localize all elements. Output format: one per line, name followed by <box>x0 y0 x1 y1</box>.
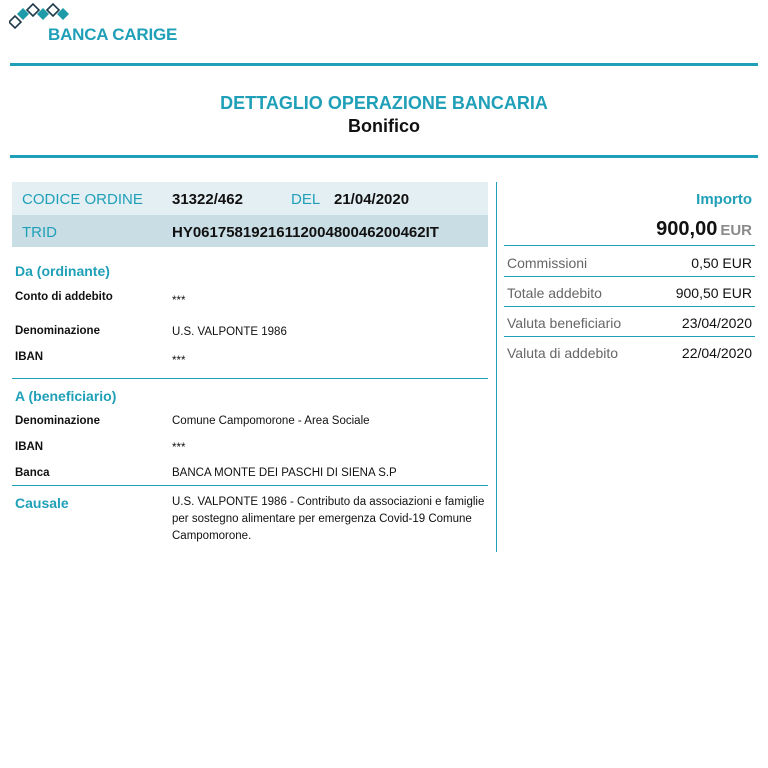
causale-text <box>172 494 487 545</box>
amount-label: Importo <box>696 191 752 208</box>
summary-divider <box>504 245 755 246</box>
from-account-label: Conto di addebito <box>15 291 113 303</box>
bank-logo <box>9 2 179 48</box>
trid-label: TRID <box>22 224 57 241</box>
amount-number: 900,00 <box>656 218 718 240</box>
summary-divider <box>504 306 755 307</box>
summary-row-label: Totale addebito <box>507 285 602 301</box>
column-divider <box>496 182 497 552</box>
from-iban-value: *** <box>172 355 186 367</box>
from-iban-label: IBAN <box>15 351 44 363</box>
causale-line: per sostegno alimentare per emergenza Covid-19 Comune <box>172 513 472 525</box>
trid-band <box>12 215 488 247</box>
amount-value <box>656 218 752 241</box>
to-bank-value: BANCA MONTE DEI PASCHI DI SIENA S.P <box>172 467 397 479</box>
summary-row-label: Valuta beneficiario <box>507 315 622 331</box>
causale-line: U.S. VALPONTE 1986 - Contributo da associazioni e famiglie <box>172 496 485 508</box>
from-account-value: *** <box>172 295 186 307</box>
to-name-label: Denominazione <box>15 415 100 427</box>
order-header <box>12 182 488 247</box>
to-name-value: Comune Campomorone - Area Sociale <box>172 415 370 427</box>
causale-heading: Causale <box>15 495 69 511</box>
order-code-value: 31322/462 <box>172 191 243 208</box>
order-date-value: 21/04/2020 <box>334 191 410 208</box>
section-divider <box>12 485 488 486</box>
header-divider <box>10 155 758 158</box>
order-code-label: CODICE ORDINE <box>22 191 143 208</box>
causale-line: Campomorone. <box>172 530 252 542</box>
summary-row-value: 23/04/2020 <box>681 315 752 331</box>
to-iban-label: IBAN <box>15 441 44 453</box>
order-date-label: DEL <box>291 191 321 208</box>
summary-row-label: Commissioni <box>507 255 588 271</box>
to-iban-value: *** <box>172 442 186 454</box>
order-code-band <box>12 182 488 215</box>
from-name-value: U.S. VALPONTE 1986 <box>172 326 287 338</box>
trid-value: HY0617581921611200480046200462IT <box>172 224 439 241</box>
amount-currency: EUR <box>720 222 752 239</box>
document-subtitle: Bonifico <box>348 116 420 136</box>
summary-row-value: 0,50 EUR <box>691 255 752 271</box>
top-divider <box>10 63 758 66</box>
to-heading: A (beneficiario) <box>15 388 117 404</box>
from-name-label: Denominazione <box>15 325 100 337</box>
to-bank-label: Banca <box>15 467 50 479</box>
section-divider <box>12 378 488 379</box>
document-title: DETTAGLIO OPERAZIONE BANCARIA <box>220 93 548 113</box>
brand-name: BANCA CARIGE <box>48 25 178 44</box>
summary-row-label: Valuta di addebito <box>507 345 619 361</box>
summary-divider <box>504 336 755 337</box>
summary-row-value: 900,50 EUR <box>675 285 752 301</box>
summary-row-value: 22/04/2020 <box>681 345 752 361</box>
from-heading: Da (ordinante) <box>15 263 110 279</box>
summary-divider <box>504 276 755 277</box>
